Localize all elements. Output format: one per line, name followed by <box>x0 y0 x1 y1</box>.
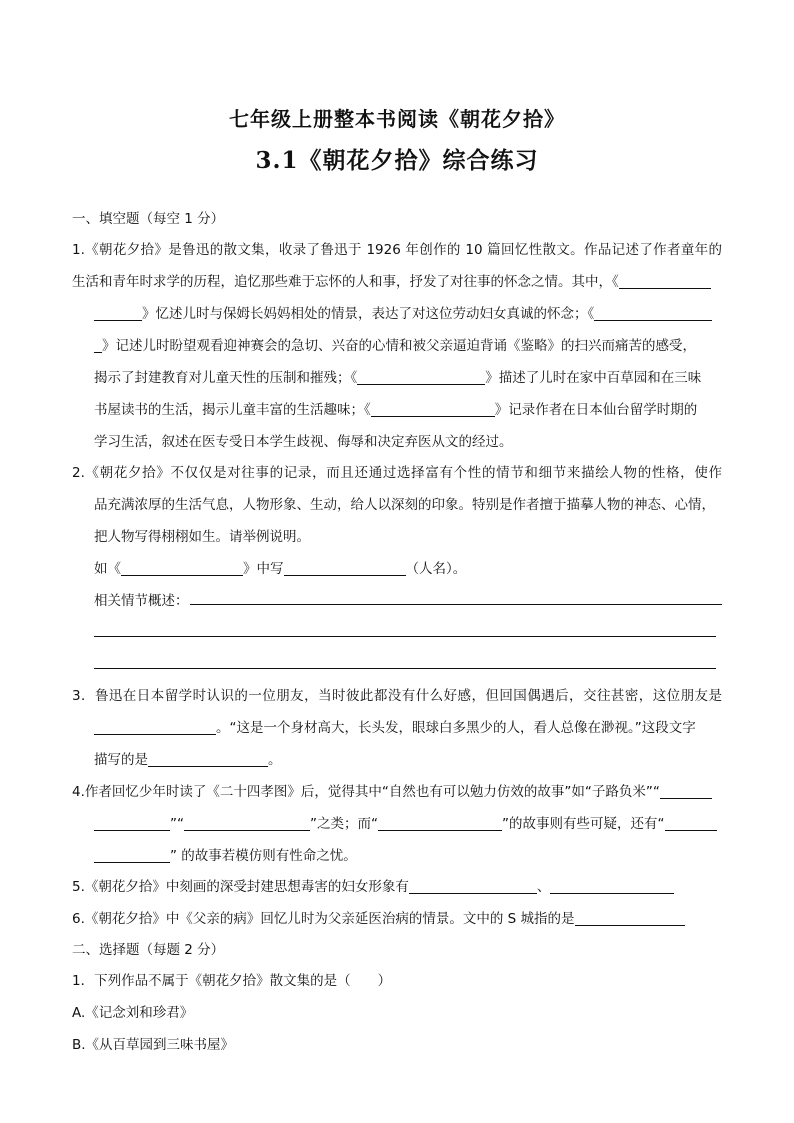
q4-line-3 <box>94 846 357 868</box>
q1-text: 》记录作者在日本仙台留学时期的 <box>494 402 698 418</box>
answer-blank[interactable] <box>619 274 711 289</box>
answer-blank[interactable] <box>371 402 495 417</box>
q1-line-4 <box>94 336 696 358</box>
section-2-heading: 二、选择题（每题 2 分） <box>72 942 225 958</box>
q2-line-5 <box>94 591 189 613</box>
q3-line-3 <box>94 750 282 772</box>
answer-line[interactable] <box>94 636 716 637</box>
q2-line-2: 品充满浓厚的生活气息，人物形象、生动，给人以深刻的印象。特别是作者擅于描摹人物的神态、心情， <box>94 497 715 513</box>
q5-text: 5.《朝花夕拾》中刻画的深受封建思想毒害的妇女形象有 <box>72 879 409 895</box>
q1-line-5 <box>94 368 701 390</box>
q4-text: ”之类；而“ <box>310 816 378 832</box>
answer-blank[interactable] <box>550 879 674 894</box>
answer-blank[interactable] <box>148 752 268 767</box>
q3-text: 。“这是一个身材高大，长头发，眼球白多黑少的人，看人总像在渺视。”这段文字 <box>216 720 696 736</box>
answer-blank[interactable] <box>121 561 243 576</box>
answer-blank[interactable] <box>94 720 216 735</box>
answer-blank[interactable] <box>409 879 537 894</box>
q1-line-6 <box>94 400 697 422</box>
q4-text: 4.作者回忆少年时读了《二十四孝图》后，觉得其中“自然也有可以勉力仿效的故事”如“子路负米”“ <box>72 784 660 800</box>
q1-line-2 <box>72 272 711 294</box>
q1-text: 书屋读书的生活，揭示儿童丰富的生活趣味；《 <box>94 402 371 418</box>
answer-blank[interactable] <box>575 911 685 926</box>
q3-line-2 <box>94 718 696 740</box>
answer-blank[interactable] <box>184 816 310 831</box>
q1-line-3 <box>94 304 712 326</box>
q2-text: 如《 <box>94 561 121 577</box>
q4-line-2 <box>94 814 717 836</box>
q2-line-4 <box>94 559 466 581</box>
q3-line-1: 3．鲁迅在日本留学时认识的一位朋友，当时彼此都没有什么好感，但回国偶遇后，交往甚密，这位朋友是 <box>72 688 722 704</box>
document-subtitle: 3.1《朝花夕拾》综合练习 <box>255 147 539 174</box>
q2-line-3: 把人物写得栩栩如生。请举例说明。 <box>94 529 310 545</box>
q4-line-1 <box>72 782 712 804</box>
answer-blank[interactable] <box>357 370 485 385</box>
answer-blank[interactable] <box>94 816 170 831</box>
mc-question-1: 1．下列作品不属于《朝花夕拾》散文集的是（ ） <box>72 973 392 989</box>
q5-text: 、 <box>536 879 551 895</box>
q1-text: 揭示了封建教育对儿童天性的压制和摧残；《 <box>94 370 358 386</box>
answer-blank[interactable] <box>94 338 102 353</box>
q6-text: 6.《朝花夕拾》中《父亲的病》回忆儿时为父亲延医治病的情景。文中的 S 城指的是 <box>72 911 575 927</box>
q4-text: ” 的故事若模仿则有性命之忧。 <box>170 848 357 864</box>
q2-line-1: 2.《朝花夕拾》不仅仅是对往事的记录，而且还通过选择富有个性的情节和细节来描绘人物的性格，使作 <box>72 465 722 481</box>
answer-blank[interactable] <box>660 784 712 799</box>
q4-text: ”“ <box>170 816 184 832</box>
q3-text: 描写的是 <box>94 752 148 768</box>
answer-blank[interactable] <box>378 816 502 831</box>
answer-blank[interactable] <box>594 306 712 321</box>
q1-text: 生活和青年时求学的历程，追忆那些难于忘怀的人和事，抒发了对往事的怀念之情。其中，《 <box>72 274 619 290</box>
answer-blank[interactable] <box>94 306 142 321</box>
q4-text: ”的故事则有些可疑，还有“ <box>502 816 665 832</box>
q5-line-1 <box>72 877 674 899</box>
q1-line-7: 学习生活，叙述在医专受日本学生歧视、侮辱和决定弃医从文的经过。 <box>94 434 513 450</box>
q1-line-1: 1.《朝花夕拾》是鲁迅的散文集，收录了鲁迅于 1926 年创作的 10 篇回忆性散文。作品记述了作者童年的 <box>72 242 722 258</box>
q3-text: 。 <box>268 752 282 768</box>
q2-text: 》中写 <box>243 561 284 577</box>
answer-line[interactable] <box>190 604 722 605</box>
q1-text: 》描述了儿时在家中百草园和在三味 <box>485 370 702 386</box>
q1-text: 》记述儿时盼望观看迎神赛会的急切、兴奋的心情和被父亲逼迫背诵《鉴略》的扫兴而痛苦的感受， <box>102 338 696 354</box>
answer-blank[interactable] <box>284 561 406 576</box>
q1-text: 》忆述儿时与保姆长妈妈相处的情景，表达了对这位劳动妇女真诚的怀念；《 <box>142 306 595 322</box>
mc-option-a[interactable]: A.《记念刘和珍君》 <box>72 1005 194 1021</box>
answer-blank[interactable] <box>94 848 170 863</box>
q2-text: （人名）。 <box>405 561 467 577</box>
answer-blank[interactable] <box>665 816 717 831</box>
section-1-heading: 一、填空题（每空 1 分） <box>72 211 225 227</box>
q2-text: 相关情节概述： <box>94 593 189 609</box>
mc-option-b[interactable]: B.《从百草园到三味书屋》 <box>72 1037 235 1053</box>
document-title: 七年级上册整本书阅读《朝花夕拾》 <box>229 107 565 131</box>
answer-line[interactable] <box>94 668 716 669</box>
q6-line-1 <box>72 909 685 931</box>
